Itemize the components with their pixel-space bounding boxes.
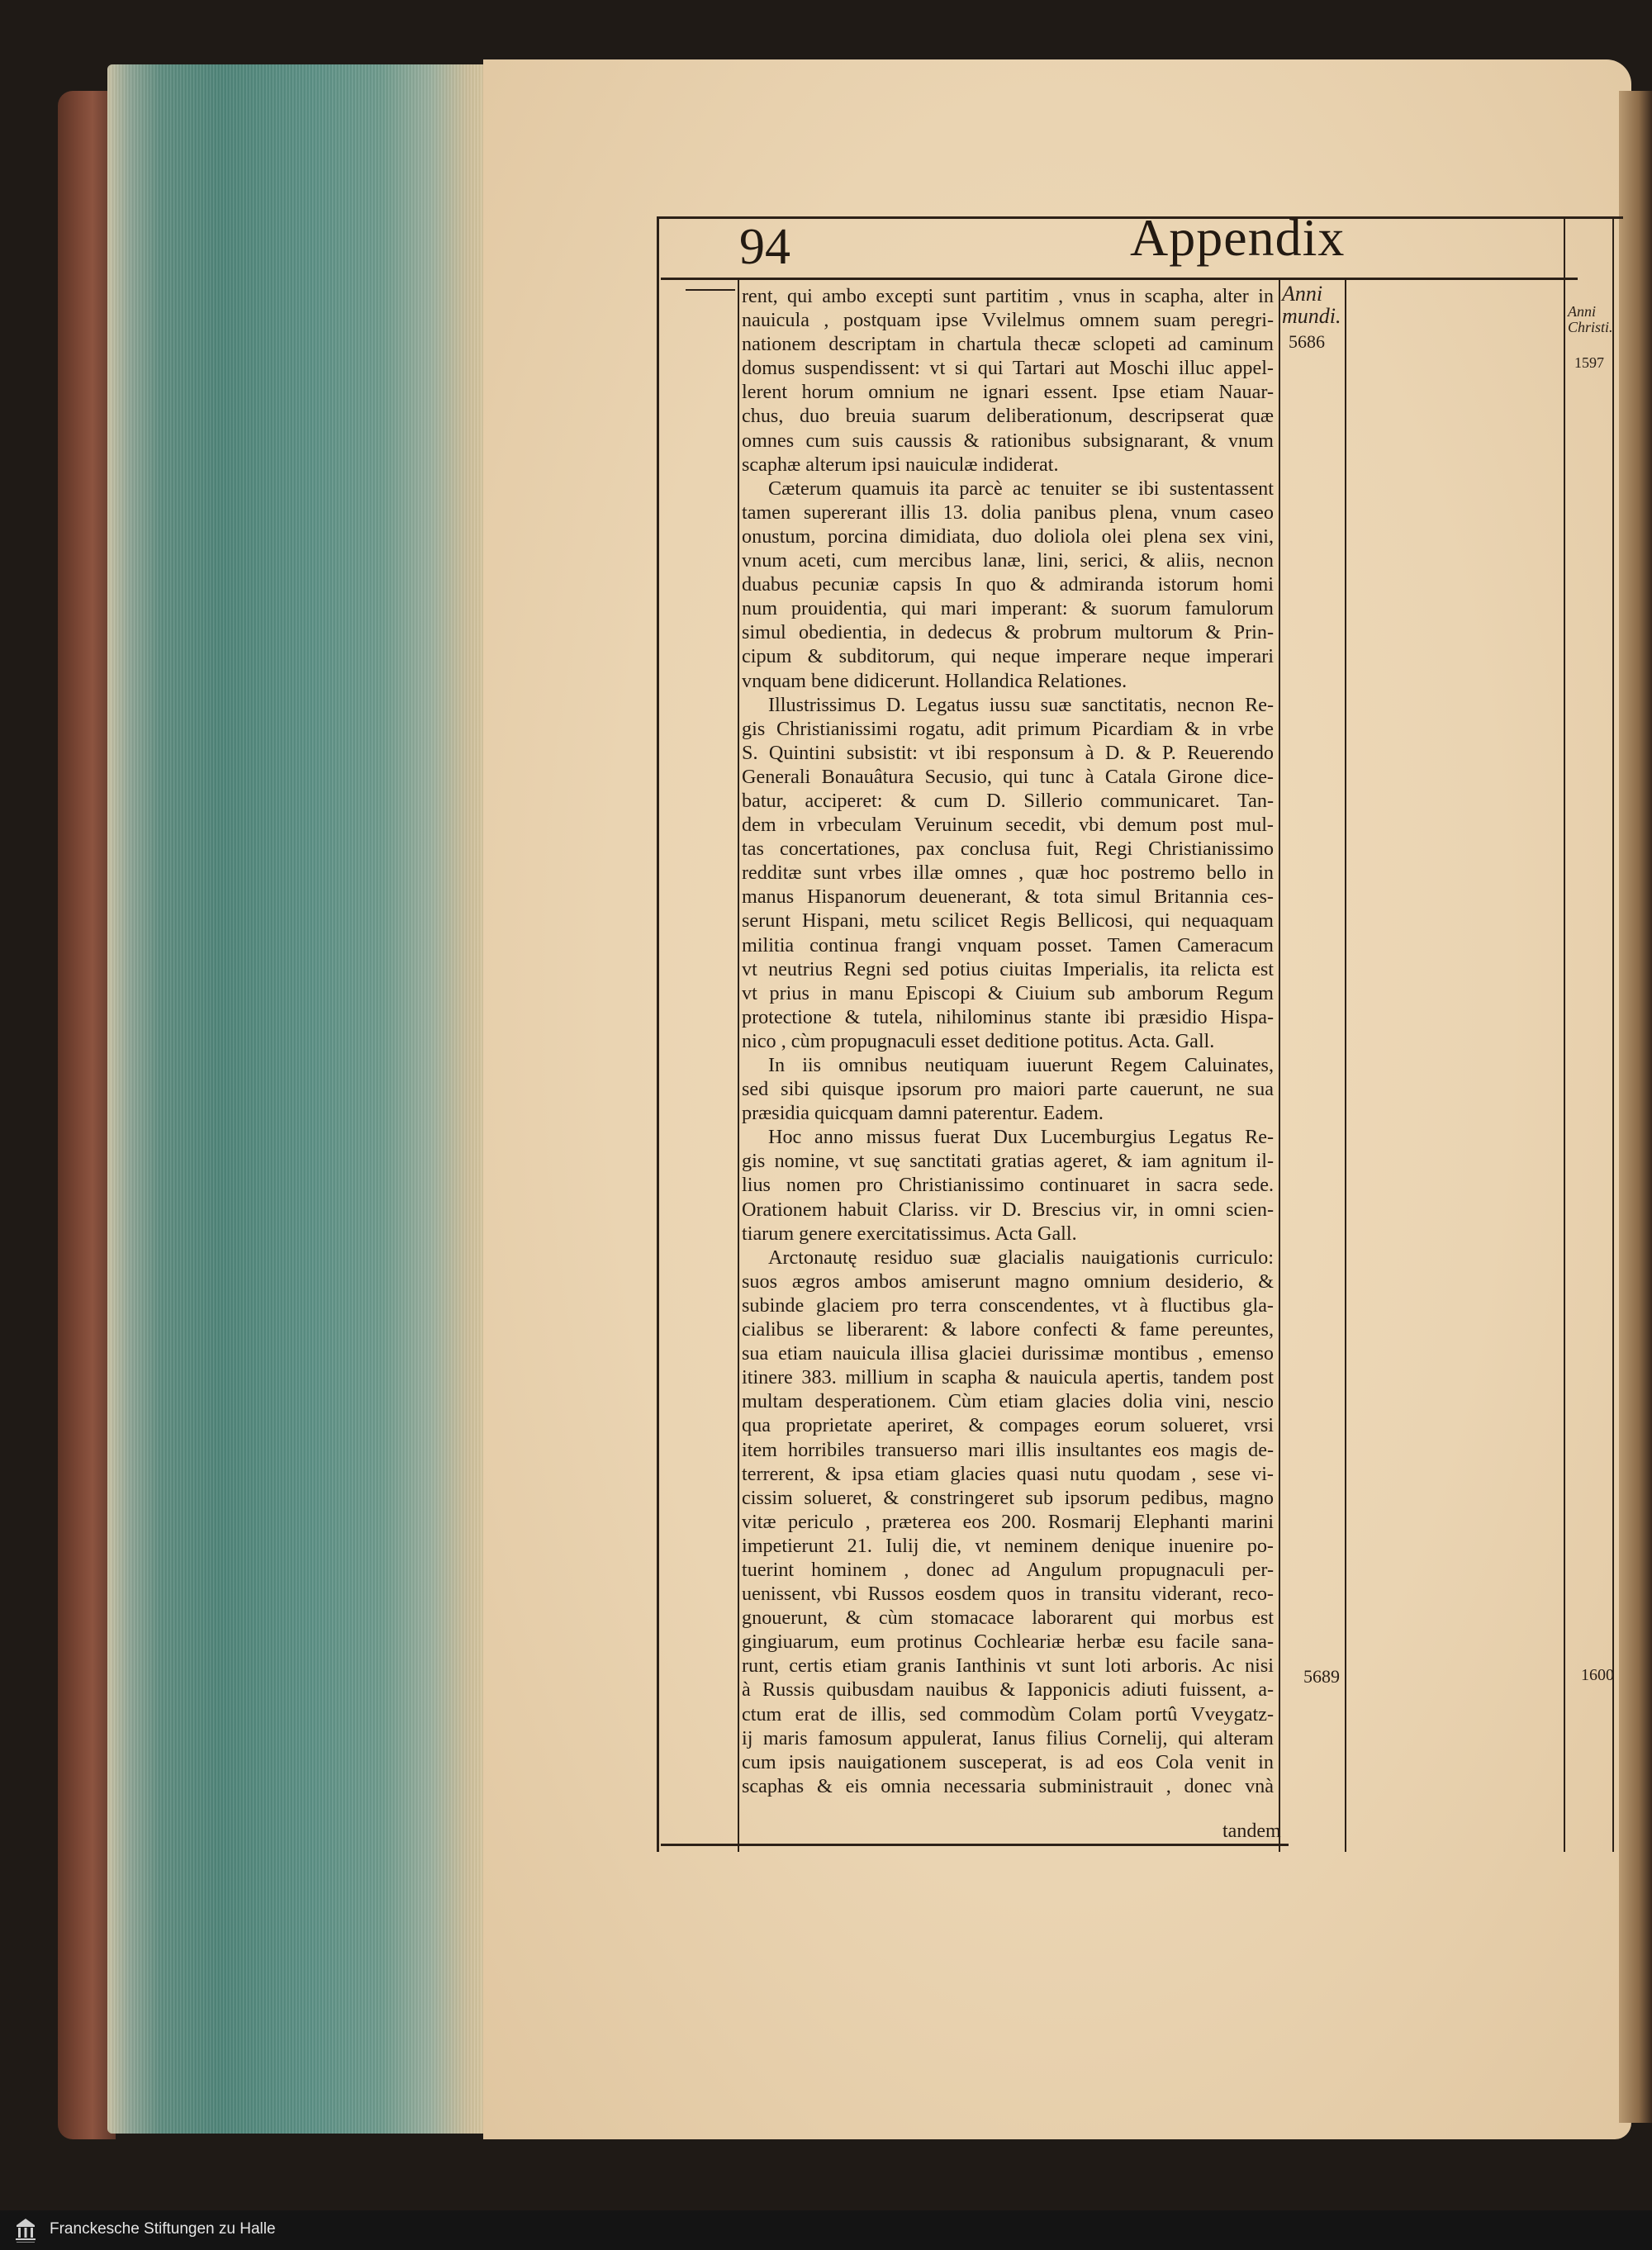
left-margin-rule	[686, 289, 735, 291]
text-line: Cæterum quamuis ita parcè ac tenuiter se ibi sustentassent	[768, 477, 1274, 500]
page-fore-edge	[107, 64, 487, 2134]
text-line: vnquam bene didicerunt. Hollandica Relationes.	[742, 669, 1127, 692]
text-line: S. Quintini subsistit: vt ibi responsum à D. & P. Reuerendo	[742, 741, 1274, 764]
text-line: scaphas & eis omnia necessaria subministrauit , donec vnà	[742, 1774, 1274, 1797]
institution-logo-icon	[12, 2215, 40, 2245]
catchword: tandem	[1222, 1820, 1281, 1842]
running-title: Appendix	[1130, 208, 1346, 267]
text-line: præsidia quicquam damni paterentur. Eadem.	[742, 1102, 1104, 1125]
page-number: 94	[739, 219, 790, 275]
anni-christi-year-2: 1600	[1581, 1666, 1614, 1684]
text-line: Illustrissimus D. Legatus iussu suæ sanctitatis, necnon Re-	[768, 693, 1274, 716]
anni-christi-label: Anni Christi.	[1568, 303, 1613, 335]
text-line: redditæ sunt vrbes illæ omnes , quæ hoc postremo bello in	[742, 862, 1274, 885]
text-line: sua etiam nauicula illisa glaciei durissimæ montibus , emenso	[742, 1342, 1274, 1365]
text-line: chus, duo breuia suarum deliberationum, descripserat quæ	[742, 405, 1274, 428]
text-line: In iis omnibus neutiquam iuuerunt Regem Caluinates,	[768, 1054, 1274, 1076]
text-line: gis nomine, vt suę sanctitati gratias ageret, & iam agnitum il-	[742, 1150, 1274, 1173]
text-line: omnes cum suis caussis & rationibus subsignarant, & vnum	[742, 429, 1274, 452]
text-line: ij maris famosum appulerat, Ianus filius Cornelij, qui alteram	[742, 1726, 1274, 1749]
outer-margin-rule-right	[1612, 216, 1614, 1852]
text-line: duabus pecuniæ capsis In quo & admiranda istorum homi	[742, 573, 1274, 596]
text-line: tas concertationes, pax conclusa fuit, Regi Christianissimo	[742, 838, 1274, 861]
text-line: manus Hispanorum deuenerant, & tota simul Britannia ces-	[742, 885, 1274, 909]
text-line: batur, acciperet: & cum D. Sillerio communicaret. Tan-	[742, 789, 1274, 812]
text-line: uenissent, vbi Russos eosdem quos in transitu viderant, reco-	[742, 1583, 1274, 1606]
text-line: nico , cùm propugnaculi esset deditione potitus. Acta. Gall.	[742, 1029, 1215, 1052]
anni-mundi-year: 5686	[1289, 331, 1325, 352]
footer-bar	[0, 2210, 1652, 2250]
institution-name: Franckesche Stiftungen zu Halle	[50, 2220, 276, 2238]
text-line: à Russis quibusdam nauibus & Iapponicis adiuti fuissent, a-	[742, 1678, 1274, 1702]
text-line: Hoc anno missus fuerat Dux Lucemburgius Legatus Re-	[768, 1126, 1274, 1149]
text-line: item horribiles transuerso mari illis insultantes eos magis de-	[742, 1438, 1274, 1461]
text-line: qua proprietate aperiret, & compages eorum solueret, vrsi	[742, 1414, 1274, 1437]
text-line: cialibus se liberarent: & labore confecti & fame pereuntes,	[742, 1318, 1274, 1341]
text-line: tiarum genere exercitatissimus. Acta Gall.	[742, 1222, 1077, 1245]
text-line: rent, qui ambo excepti sunt partitim , vnus in scapha, alter in	[742, 285, 1274, 307]
text-line: num prouidentia, qui mari imperant: & suorum famulorum	[742, 597, 1274, 620]
anni-mundi-year-2: 5689	[1303, 1666, 1340, 1687]
text-line: gnouerunt, & cùm stomacace laborarent qui morbus est	[742, 1607, 1274, 1630]
text-line: vitæ periculo , præterea eos 200. Rosmarij Elephanti marini	[742, 1510, 1274, 1533]
text-line: Orationem habuit Clariss. vir D. Brescius vir, in omni scien-	[742, 1198, 1274, 1221]
margin-divider-rule	[1345, 279, 1346, 1852]
text-line: itinere 383. millium in scapha & nauicula apertis, tandem post	[742, 1366, 1274, 1389]
facing-page-edge	[1619, 91, 1652, 2123]
text-line: ctum erat de illis, sed commodùm Colam portû Vveygatz-	[742, 1702, 1274, 1725]
text-line: cissim solueret, & constringeret sub ipsorum pedibus, magno	[742, 1486, 1274, 1509]
text-right-rule	[1279, 279, 1280, 1852]
text-line: sed sibi quisque ipsorum pro maiori parte cauerunt, ne sua	[742, 1078, 1274, 1101]
text-line: lerent horum omnium ne ignari essent. Ipse etiam Nauar-	[742, 381, 1274, 404]
frame-left-rule	[657, 216, 659, 1852]
text-line: domus suspendissent: vt si qui Tartari aut Moschi illuc appel-	[742, 357, 1274, 380]
text-line: suos ægros ambos amiserunt magno omnium desiderio, &	[742, 1270, 1274, 1293]
text-line: nationem descriptam in chartula thecæ sclopeti ad caminum	[742, 333, 1274, 356]
frame-bottom-rule	[661, 1844, 1289, 1846]
text-line: vnum aceti, cum mercibus lanæ, lini, serici, & aliis, necnon	[742, 549, 1274, 572]
text-line: vt prius in manu Episcopi & Ciuium sub amborum Regum	[742, 981, 1274, 1004]
text-line: scaphæ alterum ipsi nauiculæ indiderat.	[742, 453, 1059, 476]
header-bottom-rule	[661, 278, 1578, 280]
text-line: vt neutrius Regni sed potius ciuitas Imperialis, ita relicta est	[742, 957, 1274, 980]
text-line: dem in vrbeculam Veruinum secedit, vbi demum post mul-	[742, 814, 1274, 837]
body-text	[742, 284, 1274, 1798]
text-line: militia continua frangi vnquam posset. Tamen Cameracum	[742, 933, 1274, 956]
anni-mundi-label: Anni mundi.	[1282, 282, 1341, 329]
text-line: multam desperationem. Cùm etiam glacies dolia vini, nescio	[742, 1390, 1274, 1413]
anni-christi-year: 1597	[1574, 354, 1604, 371]
text-line: simul obedientia, in dedecus & probrum multorum & Prin-	[742, 621, 1274, 644]
text-line: Arctonautę residuo suæ glacialis nauigationis curriculo:	[768, 1246, 1274, 1269]
text-line: lius nomen pro Christianissimo continuaret in sacra sede.	[742, 1174, 1274, 1197]
text-line: subinde glaciem pro terra conscendentes, vt à fluctibus gla-	[742, 1294, 1274, 1317]
text-line: cum ipsis nauigationem susceperat, is ad eos Cola venit in	[742, 1750, 1274, 1773]
text-line: terrerent, & ipsa etiam glacies quasi nutu quodam , sese vi-	[742, 1462, 1274, 1485]
text-line: tamen supererant illis 13. dolia panibus plena, vnum caseo	[742, 501, 1274, 524]
outer-margin-rule-left	[1564, 216, 1565, 1852]
text-left-rule	[738, 279, 739, 1852]
text-line: cipum & subditorum, qui neque imperare neque imperari	[742, 645, 1274, 668]
text-line: impetierunt 21. Iulij die, vt neminem denique inuenire po-	[742, 1534, 1274, 1557]
text-line: protectione & tutela, nihilominus stante ibi præsidio Hispa-	[742, 1005, 1274, 1028]
text-line: nauicula , postquam ipse Vvilelmus omnem suam peregri-	[742, 309, 1274, 332]
text-line: gis Christianissimi rogatu, adit primum Picardiam & in vrbe	[742, 717, 1274, 740]
text-line: serunt Hispani, metu scilicet Regis Bellicosi, qui nequaquam	[742, 909, 1274, 933]
text-line: onustum, porcina dimidiata, duo doliola olei plena sex vini,	[742, 525, 1274, 548]
text-line: runt, certis etiam granis Ianthinis vt sunt loti arboris. Ac nisi	[742, 1654, 1274, 1678]
text-line: Generali Bonauâtura Secusio, qui tunc à Catala Girone dice-	[742, 765, 1274, 788]
text-line: gingiuarum, eum protinus Cochleariæ herbæ esu facile sana-	[742, 1631, 1274, 1654]
text-line: tuerint hominem , donec ad Angulum propugnaculi per-	[742, 1558, 1274, 1581]
